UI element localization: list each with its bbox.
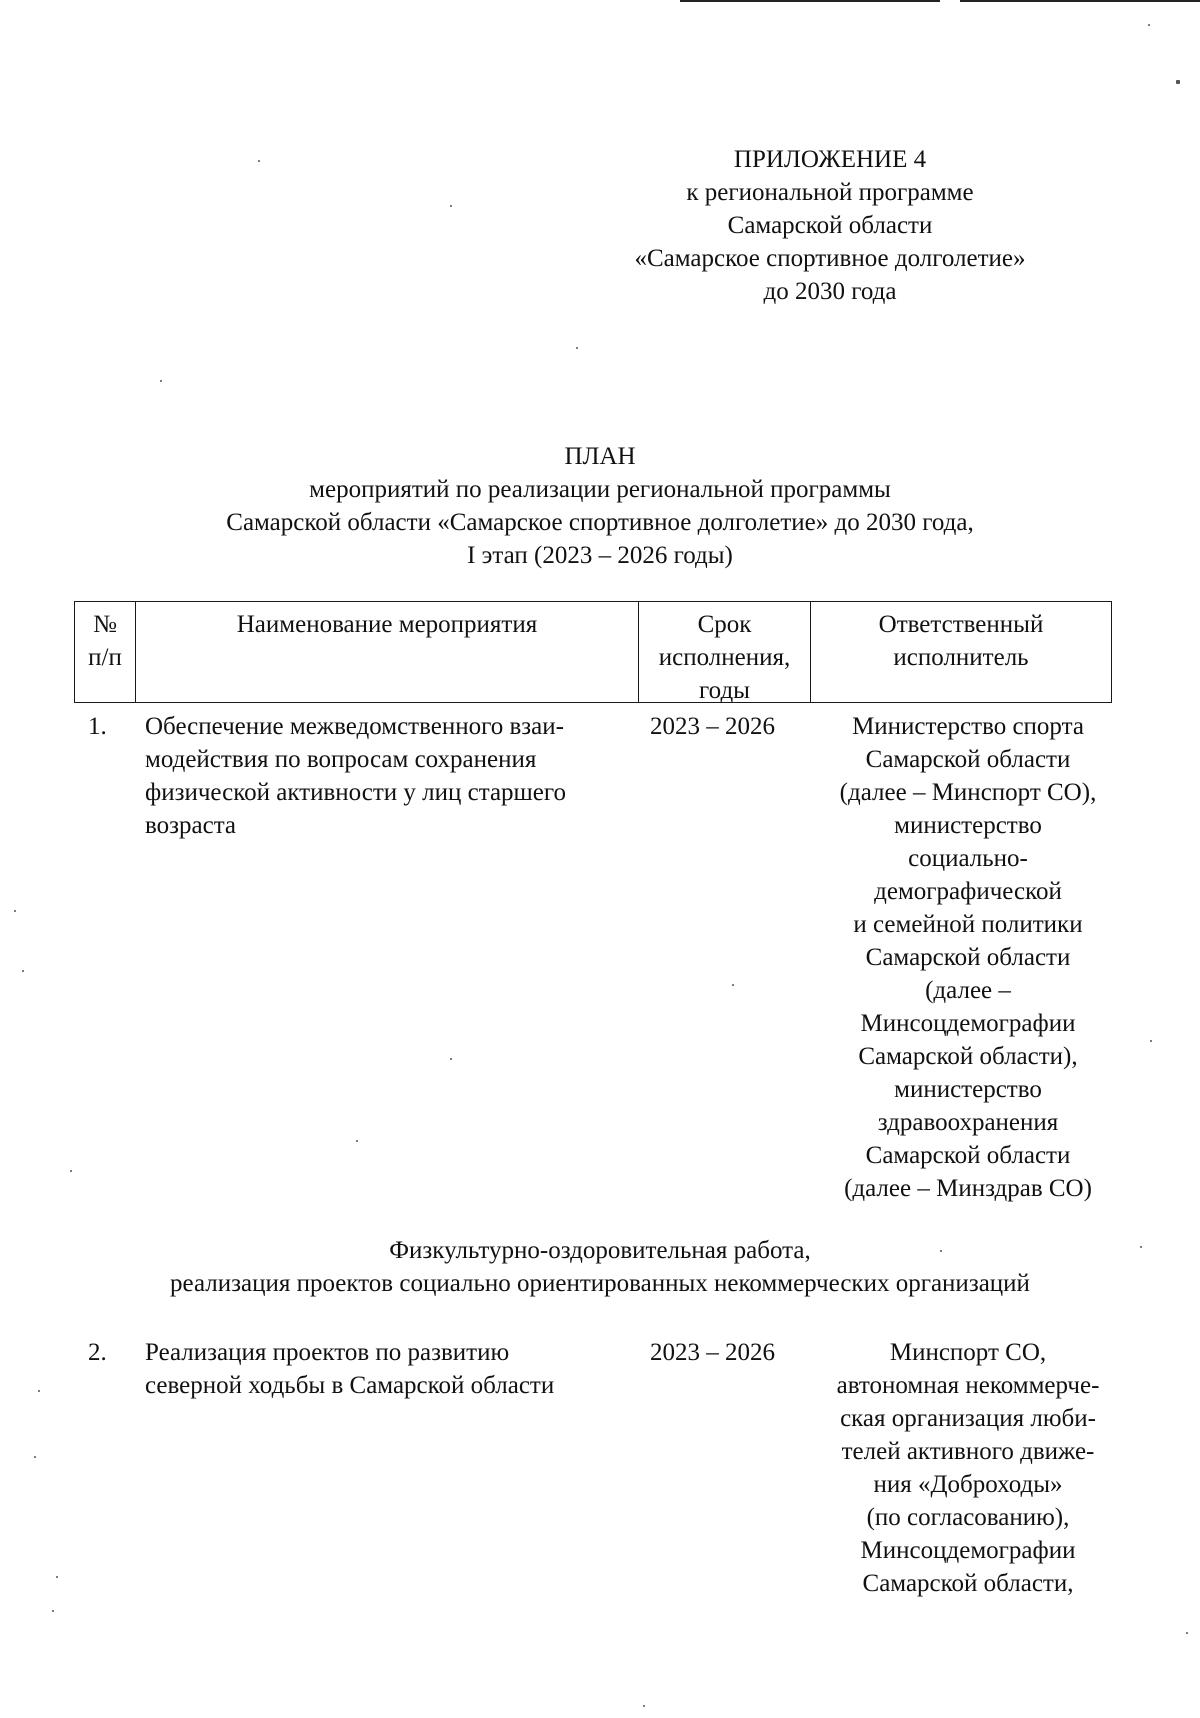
scan-speck	[1186, 1632, 1188, 1634]
plan-heading: ПЛАН	[564, 443, 636, 470]
row-executor-line: Минсоцдемографии	[860, 1537, 1076, 1564]
section-heading-line: реализация проектов социально ориентированных некоммерческих организаций	[170, 1270, 1030, 1297]
row-executor-line: ская организация люби-	[840, 1405, 1096, 1432]
section-heading	[0, 1234, 1200, 1300]
scan-speck	[1150, 1040, 1152, 1042]
row-number: 2.	[88, 1339, 107, 1366]
plan-subtitle-line: мероприятий по реализации региональной программы	[309, 476, 891, 503]
header-term-line: Срок	[697, 611, 752, 638]
row-executor-line: Минспорт СО,	[889, 1339, 1047, 1366]
row-executor-line: здравоохранения	[877, 1109, 1059, 1136]
scan-edge-line	[960, 0, 1200, 2]
row-executor-line: министерство	[894, 1076, 1042, 1103]
appendix-line: Самарской области	[727, 212, 933, 239]
appendix-block	[590, 143, 1070, 308]
plan-title-block	[0, 440, 1200, 572]
row-name-line: модействия по вопросам сохранения	[145, 746, 537, 773]
scan-speck	[450, 1058, 452, 1060]
row-executor-line: Минсоцдемографии	[860, 1010, 1076, 1037]
scan-speck	[576, 347, 578, 349]
row-executor-line: (далее – Минздрав СО)	[844, 1175, 1092, 1202]
row-executor-line: Самарской области	[865, 746, 1071, 773]
scan-speck	[356, 1140, 358, 1142]
scan-speck	[1148, 24, 1150, 26]
header-name-label: Наименование мероприятия	[236, 611, 538, 638]
header-term-line: исполнения,	[658, 644, 791, 671]
scan-speck	[56, 1576, 58, 1578]
row-executor-line: телей активного движе-	[841, 1438, 1095, 1465]
header-executor-line: исполнитель	[893, 644, 1029, 671]
scan-speck	[22, 970, 24, 972]
section-heading-line: Физкультурно-оздоровительная работа,	[389, 1237, 811, 1264]
row-executor-line: Самарской области	[865, 944, 1071, 971]
row-executor-line: министерство	[894, 812, 1042, 839]
plan-subtitle-line: Самарской области «Самарское спортивное долголетие» до 2030 года,	[226, 509, 974, 536]
header-name	[136, 602, 639, 702]
scan-speck	[160, 380, 162, 382]
scan-speck	[1176, 80, 1180, 84]
appendix-line: к региональной программе	[686, 179, 974, 206]
row-name	[145, 710, 627, 842]
row-executor-line: Самарской области	[865, 1142, 1071, 1169]
row-name-line: Реализация проектов по развитию	[145, 1339, 510, 1366]
row-name-line: физической активности у лиц старшего	[145, 779, 567, 806]
scan-speck	[38, 1390, 40, 1392]
row-executor-line: (далее –	[925, 977, 1011, 1004]
header-num-line: №	[93, 611, 117, 638]
row-term: 2023 – 2026	[650, 713, 775, 740]
scan-speck	[258, 160, 260, 162]
header-term	[639, 602, 811, 702]
header-executor	[811, 602, 1111, 702]
scan-speck	[34, 1456, 36, 1458]
row-number: 1.	[88, 713, 107, 740]
row-executor-line: Самарской области),	[858, 1043, 1078, 1070]
row-executor-line: автономная некоммерче-	[836, 1372, 1100, 1399]
scan-speck	[732, 984, 734, 986]
scan-edge-line	[680, 0, 940, 2]
scan-speck	[52, 1610, 54, 1612]
scan-speck	[643, 1705, 645, 1707]
row-executor-line: и семейной политики	[853, 911, 1083, 938]
row-executor-line: демографической	[874, 878, 1062, 905]
header-num	[75, 602, 136, 702]
row-executor-line: (далее – Минспорт СО),	[839, 779, 1097, 806]
header-num-line: п/п	[88, 644, 122, 671]
scan-speck	[70, 1170, 72, 1172]
row-executor	[808, 710, 1128, 1205]
appendix-line: «Самарское спортивное долголетие»	[634, 245, 1026, 272]
row-executor-line: (по согласованию),	[866, 1504, 1070, 1531]
plan-subtitle-line: I этап (2023 – 2026 годы)	[467, 542, 733, 569]
row-name-line: северной ходьбы в Самарской области	[145, 1372, 555, 1399]
scan-speck	[14, 910, 16, 912]
table-header	[74, 601, 1112, 703]
row-executor-line: социально-	[908, 845, 1028, 872]
row-executor-line: Самарской области,	[862, 1570, 1074, 1597]
scan-speck	[450, 205, 452, 207]
header-executor-line: Ответственный	[878, 611, 1044, 638]
appendix-line: до 2030 года	[763, 278, 897, 305]
row-name-line: возраста	[145, 812, 237, 839]
row-executor-line: ния «Доброходы»	[873, 1471, 1063, 1498]
header-term-line: годы	[699, 677, 750, 704]
row-term: 2023 – 2026	[650, 1339, 775, 1366]
row-executor	[808, 1336, 1128, 1600]
appendix-title: ПРИЛОЖЕНИЕ 4	[733, 146, 927, 173]
row-name	[145, 1336, 627, 1402]
row-executor-line: Министерство спорта	[852, 713, 1084, 740]
row-name-line: Обеспечение межведомственного взаи-	[145, 713, 564, 740]
